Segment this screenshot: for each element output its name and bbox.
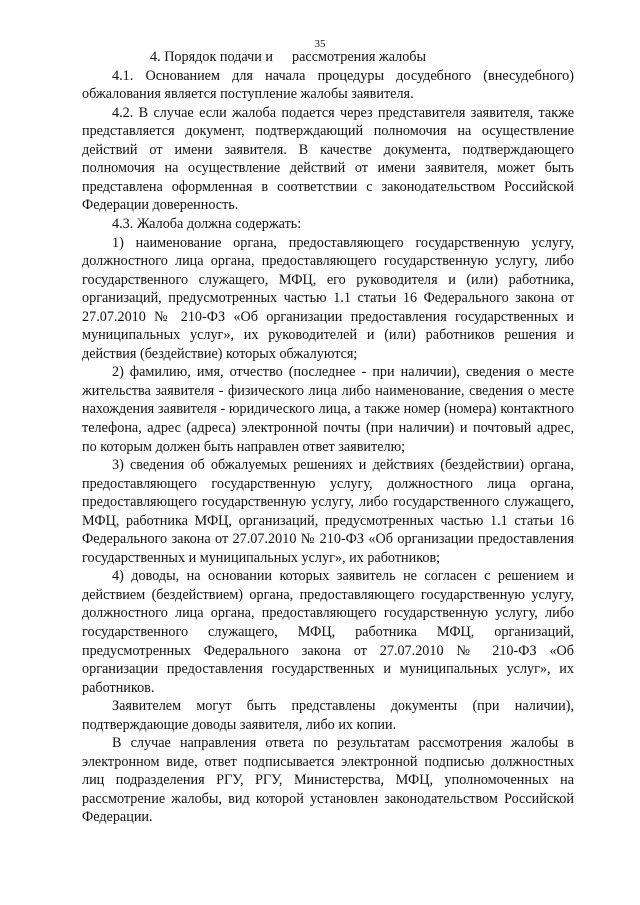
paragraph-4-3: 4.3. Жалоба должна содержать: xyxy=(112,215,302,232)
page-number: 35 xyxy=(314,38,326,50)
list-item-2: 2) фамилию, имя, отчество (последнее - при наличии), сведения о месте жительства заявителя - физического лица либо наименование, сведения о месте нахождения заявителя - юридического лица, а также номер (номера) контактного телефона, адрес (адреса) электронной почты (при наличии) и почтовый адрес, по которым должен быть направлен ответ заявителю; xyxy=(82,364,574,455)
paragraph-electronic-response: В случае направления ответа по результатам рассмотрения жалобы в электронном виде, ответ подписывается электронной подписью должностных лиц подразделения РГУ, РГУ, Министерства, МФЦ, уполномоченных на рассмотрение жалобы, вид которой установлен законодательством Российской Федерации. xyxy=(82,735,574,826)
section-heading-part-1: 4. Порядок подачи и xyxy=(150,49,273,65)
section-heading-part-2: рассмотрения жалобы xyxy=(292,49,427,65)
list-item-4: 4) доводы, на основании которых заявитель не согласен с решением и действием (бездействием) органа, предоставляющего государственную услугу, должностного лица органа, предоставляющего государственную услугу, либо государственного служащего, МФЦ, работника МФЦ, организаций, предусмотренных Федерального закона от 27.07.2010 № 210-ФЗ «Об организации предоставления государственных и муниципальных услуг», их работников. xyxy=(82,568,574,696)
paragraph-documents: Заявителем могут быть представлены документы (при наличии), подтверждающие доводы заявителя, либо их копии. xyxy=(82,698,574,733)
document-page xyxy=(82,38,574,827)
section-heading xyxy=(82,48,574,67)
list-item-1: 1) наименование органа, предоставляющего государственную услугу, должностного лица органа, предоставляющего государственную услугу, либо государственного служащего, МФЦ, его руководителя и (или) работника, организаций, предусмотренных частью 1.1 статьи 16 Федерального закона от 27.07.2010 № 210-ФЗ «Об организации предоставления государственных и муниципальных услуг», их руководителей и (или) работников решения и действия (бездействие) которых обжалуются; xyxy=(82,234,574,362)
paragraph-4-2: 4.2. В случае если жалоба подается через представителя заявителя, также представляется документ, подтверждающий полномочия на осуществление действий от имени заявителя. В качестве документа, подтверждающего полномочия на осуществление действий от имени заявителя, может быть представлена оформленная в соответствии с законодательством Российской Федерации доверенность. xyxy=(82,104,574,214)
list-item-3: 3) сведения об обжалуемых решениях и действиях (бездействии) органа, предоставляющего государственную услугу, должностного лица органа, предоставляющего государственную услугу, либо государственного служащего, МФЦ, работника МФЦ, организаций, предусмотренных частью 1.1 статьи 16 Федерального закона от 27.07.2010 № 210-ФЗ «Об организации предоставления государственных и муниципальных услуг», их работников; xyxy=(82,457,574,566)
paragraph-4-1: 4.1. Основанием для начала процедуры досудебного (внесудебного) обжалования является поступление жалобы заявителя. xyxy=(82,67,574,103)
